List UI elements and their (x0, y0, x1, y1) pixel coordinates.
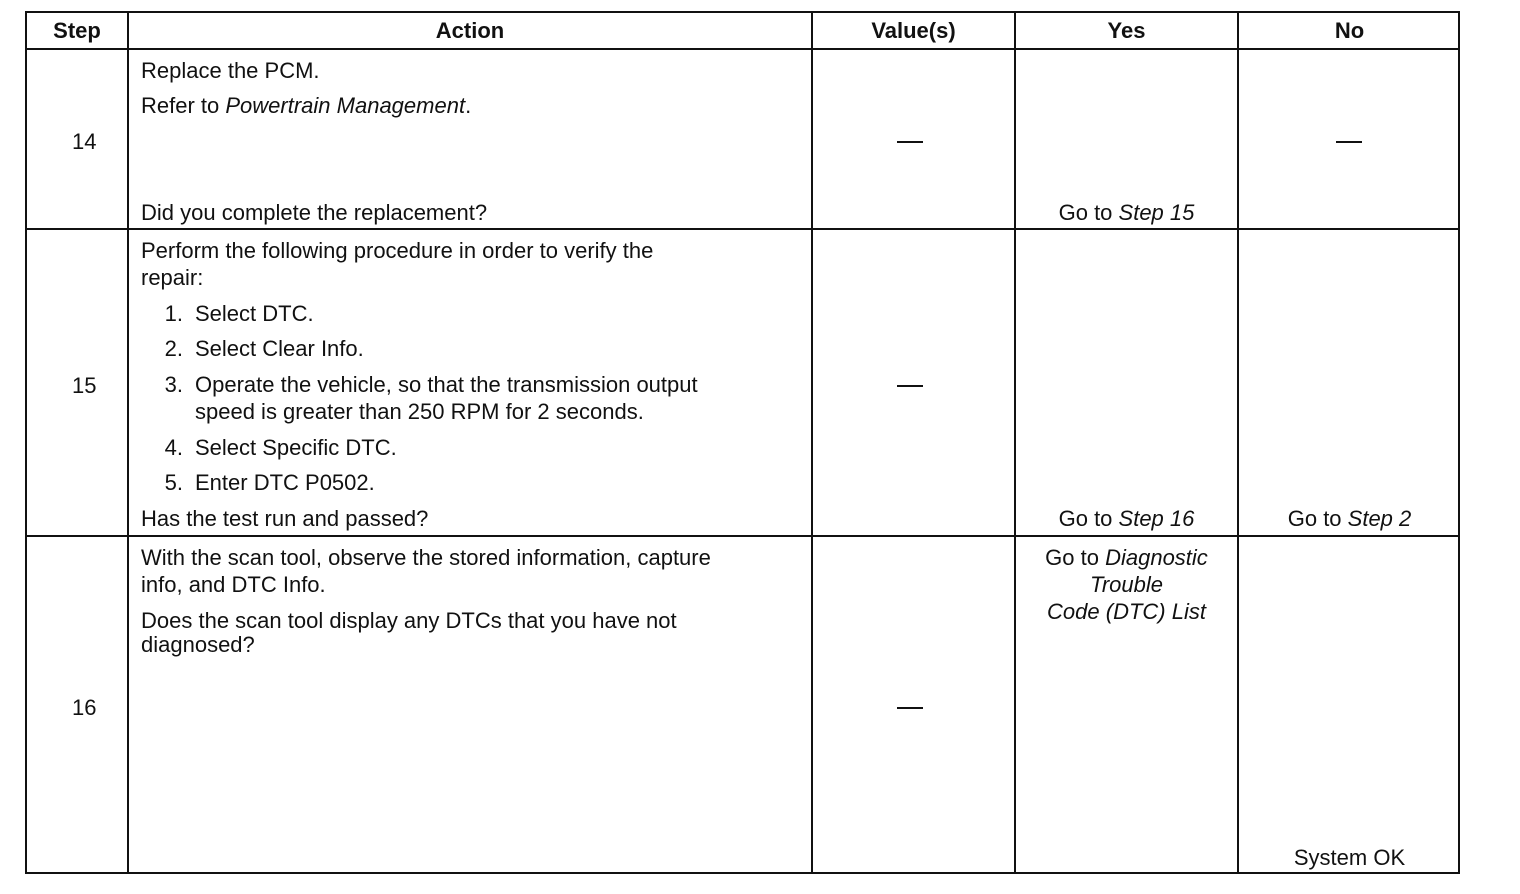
header-no: No (1334, 18, 1365, 43)
row-divider (27, 228, 1458, 230)
row-divider (27, 535, 1458, 537)
no-dash (1336, 141, 1362, 143)
no-step-link: Step 2 (1347, 506, 1412, 531)
action-text: With the scan tool, observe the stored information, capture (141, 545, 711, 570)
yes-prefix: Go to (1045, 545, 1106, 570)
value-dash (897, 707, 923, 709)
action-intro-cont: repair: (141, 265, 204, 290)
header-yes: Yes (1107, 18, 1146, 43)
question-text-cont: diagnosed? (141, 632, 255, 657)
list-text: Enter DTC P0502. (195, 470, 375, 495)
action-text: Replace the PCM. (141, 58, 320, 83)
no-result (1239, 505, 1460, 532)
header-action: Action (435, 18, 505, 43)
no-result: System OK (1293, 845, 1406, 870)
yes-result (1016, 544, 1237, 571)
yes-prefix: Go to (1058, 506, 1119, 531)
yes-step-link: Step 16 (1118, 506, 1195, 531)
list-text: Select Specific DTC. (195, 435, 397, 460)
step-number: 14 (72, 129, 97, 154)
action-reference (141, 92, 471, 119)
list-number: 3. (164, 372, 183, 397)
reference-suffix: . (465, 93, 472, 118)
procedure-step (161, 434, 397, 461)
yes-link-line1: Diagnostic (1105, 545, 1208, 570)
list-text: Select Clear Info. (195, 336, 364, 361)
list-text-cont: speed is greater than 250 RPM for 2 seconds. (195, 399, 644, 424)
procedure-step (161, 469, 375, 496)
col-divider (1014, 13, 1016, 872)
yes-link-line3: Code (DTC) List (1047, 599, 1206, 624)
reference-prefix: Refer to (141, 93, 226, 118)
yes-step-link: Step 15 (1118, 200, 1195, 225)
list-text: Select DTC. (195, 301, 314, 326)
col-divider (1237, 13, 1239, 872)
list-number: 4. (164, 435, 183, 460)
step-number: 15 (72, 373, 97, 398)
list-number: 1. (164, 301, 183, 326)
question-text: Has the test run and passed? (141, 506, 429, 531)
header-step: Step (53, 18, 101, 43)
value-dash (897, 385, 923, 387)
list-number: 2. (164, 336, 183, 361)
step-number: 16 (72, 695, 97, 720)
no-prefix: Go to (1287, 506, 1348, 531)
procedure-step (161, 335, 364, 362)
action-text-cont: info, and DTC Info. (141, 572, 326, 597)
question-text: Did you complete the replacement? (141, 200, 488, 225)
list-number: 5. (164, 470, 183, 495)
col-divider (811, 13, 813, 872)
header-values: Value(s) (871, 18, 956, 43)
yes-result-cont (1016, 598, 1237, 625)
diagnostic-table (25, 11, 1460, 874)
reference-link: Powertrain Management (225, 93, 466, 118)
col-divider (127, 13, 129, 872)
yes-result-cont (1016, 571, 1237, 598)
yes-link-line2: Trouble (1090, 572, 1163, 597)
action-intro: Perform the following procedure in order to verify the (141, 238, 654, 263)
procedure-step (161, 371, 698, 425)
procedure-step (161, 300, 314, 327)
list-text: Operate the vehicle, so that the transmission output (195, 372, 698, 397)
list-text-multi (195, 371, 698, 425)
yes-result (1016, 199, 1237, 226)
yes-result (1016, 505, 1237, 532)
question-text: Does the scan tool display any DTCs that you have not (141, 608, 677, 633)
yes-prefix: Go to (1058, 200, 1119, 225)
value-dash (897, 141, 923, 143)
